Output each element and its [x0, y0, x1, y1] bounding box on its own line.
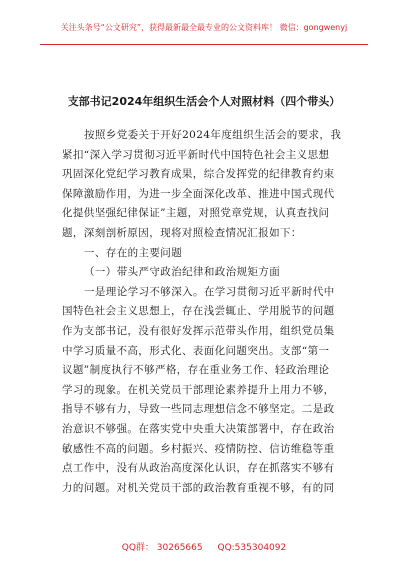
document-body	[62, 126, 352, 498]
paragraph-line: 巩固深化党纪学习教育成果，综合发挥党的纪律教育约束	[62, 168, 335, 181]
paragraph-line: 保障激励作用，为进一步全面深化改革、推进中国式现代	[62, 187, 335, 200]
paragraph-line: 按照乡党委关于开好2024年度组织生活会的要求，我	[84, 129, 342, 141]
paragraph-line: 议题”制度执行不够严格，存在重业务工作、轻政治理论	[62, 364, 330, 377]
paragraph-line: 力的问题。对机关党员干部的政治教育重视不够，有的同	[62, 481, 335, 494]
paragraph-line: 学习的现象。在机关党员干部理论素养提升上用力不够，	[62, 383, 335, 396]
qq-contact-text: QQ:535304092	[217, 543, 287, 553]
paragraph-line: 点工作中，没有从政治高度深化认识，存在抓落实不够有	[62, 462, 335, 475]
paragraph-line: 化提供坚强纪律保证”主题，对照党章党规，认真查找问	[62, 207, 330, 220]
paragraph-line: 中学习质量不高，形式化、表面化问题突出。支部“第一	[62, 344, 330, 357]
paragraph-line: 紧扣“深入学习贯彻习近平新时代中国特色社会主义思想	[62, 148, 330, 161]
section-heading: 一、存在的主要问题	[84, 246, 183, 259]
contact-footer	[0, 540, 408, 553]
promo-banner: 关注头条号“公文研究”，获得最新最全最专业的公文资料库！ 微信：gongwenyj	[60, 23, 348, 32]
paragraph-line: 题，深刻剖析原因，现将对照检查情况汇报如下：	[62, 226, 302, 239]
subsection-heading: （一）带头严守政治纪律和政治规矩方面	[84, 266, 281, 279]
qq-group-text: QQ群： 30265665	[121, 543, 203, 553]
paragraph-line: 敏感性不高的问题。乡村振兴、疫情防控、信访维稳等重	[62, 442, 335, 455]
paragraph-line: 一是理论学习不够深入。在学习贯彻习近平新时代中	[84, 285, 335, 298]
header-divider	[40, 44, 368, 45]
paragraph-line: 作为支部书记，没有很好发挥示范带头作用，组织党员集	[62, 324, 335, 337]
paragraph-line: 指导不够有力，导致一些同志理想信念不够坚定。二是政	[62, 403, 335, 416]
document-title: 支部书记2024年组织生活会个人对照材料（四个带头）	[67, 95, 341, 108]
paragraph-line: 国特色社会主义思想上，存在浅尝辄止、学用脱节的问题	[62, 305, 335, 318]
paragraph-line: 治意识不够强。在落实党中央重大决策部署中，存在政治	[62, 422, 335, 435]
